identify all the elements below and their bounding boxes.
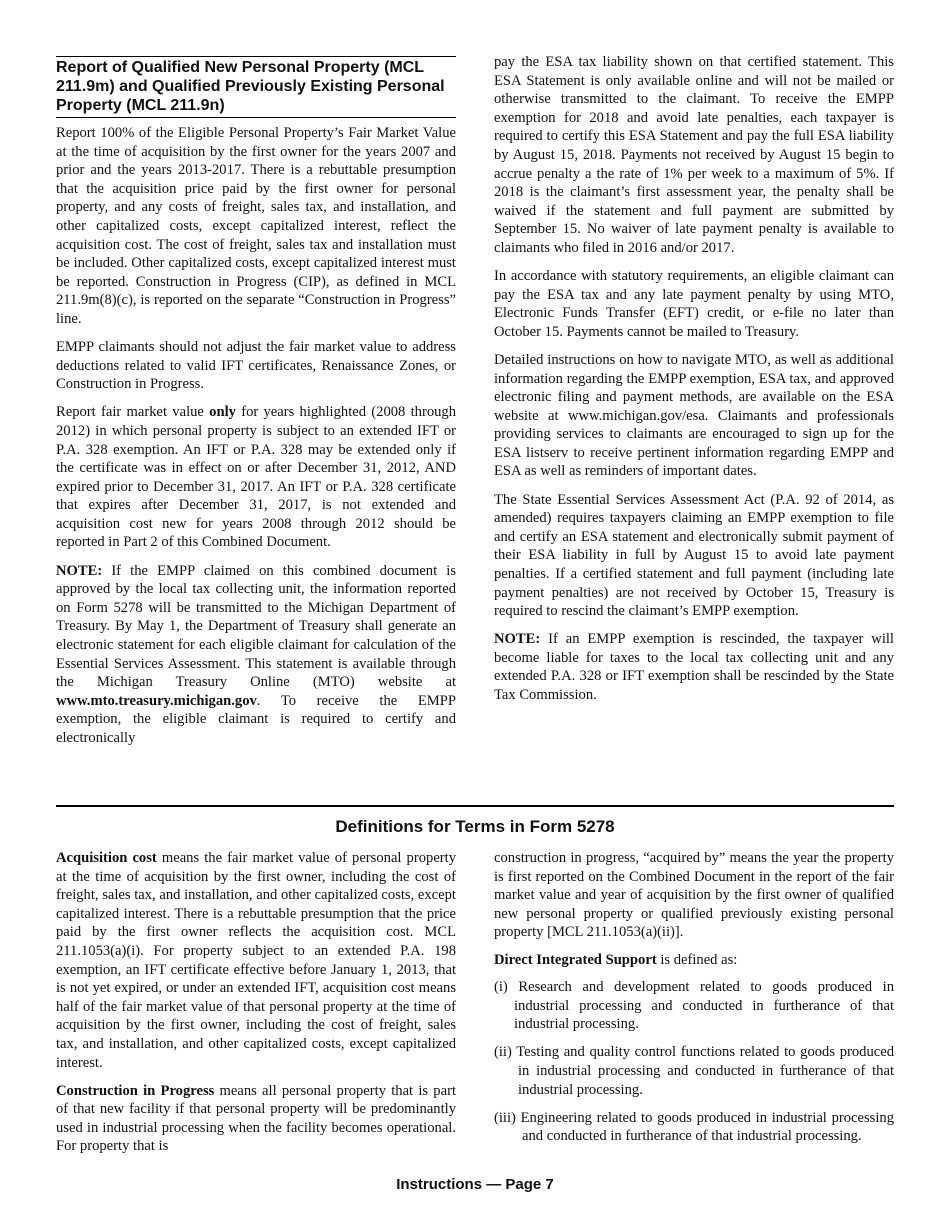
- direct-integrated-support-term: Direct Integrated Support: [494, 952, 657, 969]
- definitions-left-column: [56, 849, 456, 1166]
- definitions-title: Definitions for Terms in Form 5278: [335, 817, 615, 836]
- list-item: (i) Research and development related to goods produced in industrial processing and conducted in furtherance of that industrial processing.: [494, 979, 894, 1033]
- construction-in-progress-continued: construction in progress, “acquired by” means the year the property is first reported on the Combined Document in the report of the fair market value and year of acquisition by the first owner of qualified new personal property or qualified previously existing personal property [MCL 211.1053(a)(ii)].: [494, 850, 894, 941]
- acquisition-cost-term: Acquisition cost: [56, 850, 157, 866]
- section-divider: [56, 805, 894, 807]
- page-footer: Instructions — Page 7: [396, 1176, 554, 1193]
- construction-in-progress-definition: Construction in Progress means all personal property that is part of that new facility if that personal property will be predominantly used in industrial processing when the facility becomes operational. For property that is: [56, 1082, 457, 1155]
- report-paragraph-6: In accordance with statutory requirements, an eligible claimant can pay the ESA tax and any late payment penalty by using MTO, Electronic Funds Transfer (EFT) credit, or e-file no later than October 15. Payments cannot be mailed to Treasury.: [494, 268, 894, 340]
- note-2-label: NOTE:: [494, 631, 541, 648]
- report-paragraph-8: The State Essential Services Assessment Act (P.A. 92 of 2014, as amended) requires taxpayers claiming an EMPP exemption to file and certify an ESA statement and electronically submit payment of their ESA liability in full by August 15 to avoid late payment penalties. If a certified statement and full payment (including late payment penalties) are not received by October 15, Treasury is required to rescind the claimant’s EMPP exemption.: [494, 491, 894, 620]
- report-left-column: [56, 56, 456, 757]
- report-paragraph-7: Detailed instructions on how to navigate MTO, as well as additional information regarding the EMPP exemption, ESA tax, and approved electronic filing and payment methods, are available on the ESA website at www.michigan.gov/esa. Claimants and professionals providing services to claimants are encouraged to sign up for the ESA listserv to receive pertinent information regarding EMPP and ESA as well as reminders of important dates.: [494, 351, 894, 480]
- list-item: (iii) Engineering related to goods produced in industrial processing and conducted in furtherance of that industrial processing.: [494, 1109, 894, 1145]
- mto-website-link[interactable]: www.mto.treasury.michigan.gov: [56, 692, 257, 709]
- report-note-paragraph: NOTE: If the EMPP claimed on this combined document is approved by the local tax collecting unit, the information reported on Form 5278 will be transmitted to the Michigan Department of Treasury. By May 1, the Department of Treasury shall generate an electronic statement for each eligible claimant for calculation of the Essential Services Assessment. This statement is available through the Michigan Treasury Online (MTO) website at www.mto.treasury.michigan.gov. To receive the EMPP exemption, the eligible claimant is required to certify and electronically: [56, 562, 456, 746]
- direct-integrated-support-definition: Direct Integrated Support is defined as:: [494, 952, 738, 969]
- report-paragraph-2: EMPP claimants should not adjust the fair market value to address deductions related to valid IFT certificates, Renaissance Zones, or Construction in Progress.: [56, 339, 456, 393]
- report-paragraph-1: Report 100% of the Eligible Personal Property’s Fair Market Value at the time of acquisition by the first owner for the years 2007 and prior and the years 2013-2017. There is a rebuttable presumption that the acquisition price paid by the first owner for personal property, and any costs of freight, sales tax, and installation, and other capitalized costs, except capitalized interest, reflect the acquisition cost. The cost of freight, sales tax and installation must be included. Other capitalized costs, except capitalized interest must be reported. Construction in Progress (CIP), as defined in MCL 211.9m(8)(c), is reported on the separate “Construction in Progress” line.: [56, 125, 456, 327]
- report-note-2-paragraph: NOTE: If an EMPP exemption is rescinded, the taxpayer will become liable for taxes to the local tax collecting unit and any extended P.A. 328 or IFT exemption shall be rescinded by the State Tax Commission.: [494, 631, 894, 703]
- report-paragraph-3: Report fair market value only for years highlighted (2008 through 2012) in which personal property is subject to an extended IFT or P.A. 328 exemption. An IFT or P.A. 328 may be extended only if the certificate was in effect on or after December 31, 2012, AND expired prior to December 31, 2017. An IFT or P.A. 328 certificate that expires after December 31, 2017, is not extended and acquisition cost new for years 2008 through 2012 should be reported in Part 2 of this Combined Document.: [56, 404, 457, 551]
- report-paragraph-5: pay the ESA tax liability shown on that certified statement. This ESA Statement is only available online and will not be mailed or otherwise transmitted to the claimant. To receive the EMPP exemption for 2018 and avoid late penalties, each taxpayer is required to certify this ESA Statement and pay the full ESA liability by August 15, 2018. Payments not received by August 15 begin to accrue penalty a the rate of 1% per week to a maximum of 5%. If 2018 is the claimant’s first assessment year, the penalty shall be waived if the statement and full payment are submitted by September 15. No waiver of late payment penalty is available to claimants who filed in 2016 and/or 2017.: [494, 54, 894, 256]
- construction-in-progress-term: Construction in Progress: [56, 1082, 215, 1099]
- report-section-heading: Report of Qualified New Personal Property (MCL 211.9m) and Qualified Previously Existing Personal Property (MCL 211.9n): [56, 56, 456, 118]
- list-item: (ii) Testing and quality control functions related to goods produced in industrial processing and conducted in furtherance of that industrial processing.: [494, 1044, 894, 1098]
- note-label: NOTE:: [56, 562, 103, 579]
- report-right-column: [494, 53, 894, 714]
- definitions-right-column: [494, 849, 894, 1155]
- acquisition-cost-definition: Acquisition cost means the fair market value of personal property at the time of acquisition by the first owner, including the cost of freight, sales tax, and installation, and other capitalized costs, except capitalized interest. There is a rebuttable presumption that the price paid by the first owner reflects the acquisition cost. MCL 211.1053(a)(i). For property subject to an extended P.A. 198 exemption, an IFT certificate effective before January 1, 2013, that is not yet expired, or under an extended IFT, acquisition cost means half of the fair market value of that personal property at the time of acquisition by the first owner, including the cost of freight, sales tax, and installation, and other capitalized costs, except capitalized interest.: [56, 850, 457, 1071]
